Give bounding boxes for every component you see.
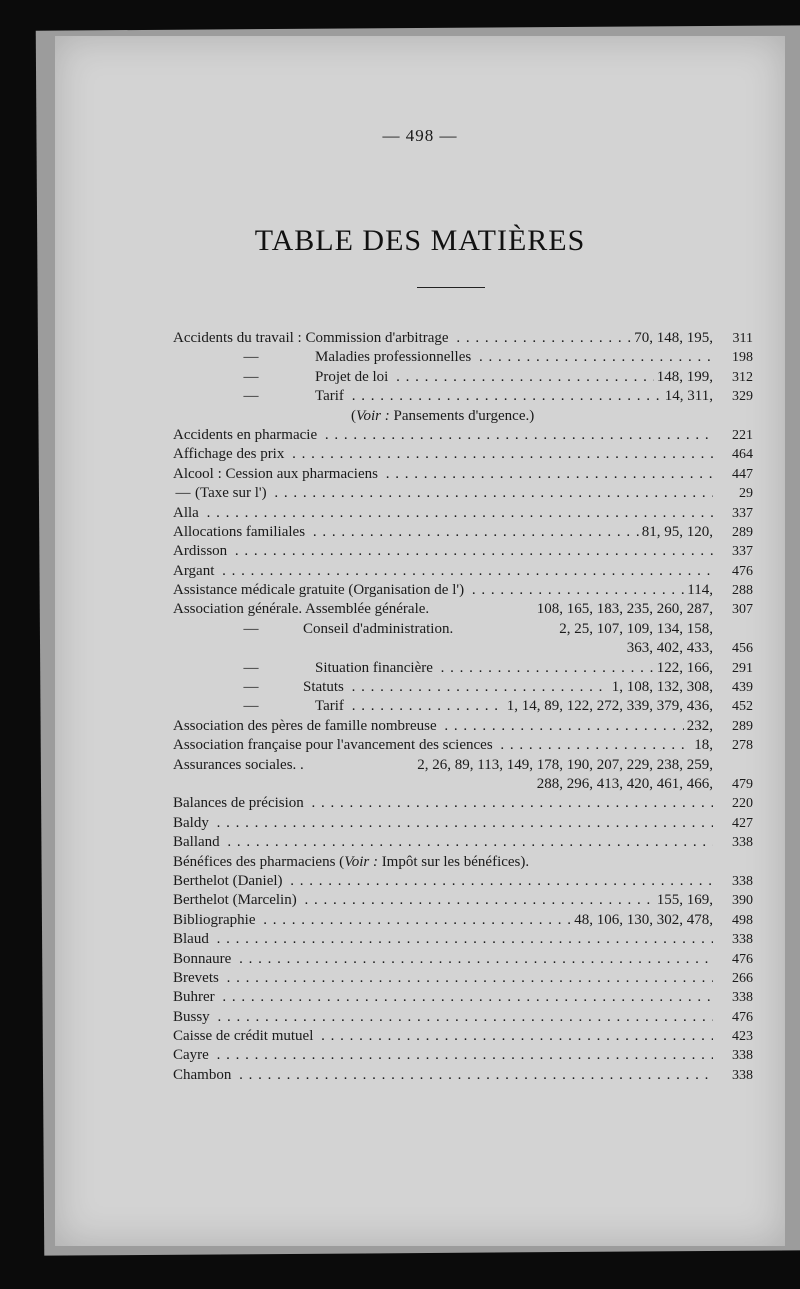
index-entry — [173, 853, 753, 872]
index-entry — [173, 814, 753, 833]
index-entry — [173, 1027, 753, 1046]
page-references: 148, 199, — [654, 368, 713, 387]
entry-label: Caisse de crédit mutuel — [173, 1028, 314, 1045]
final-page-number: 329 — [732, 389, 753, 405]
page-references: 48, 106, 130, 302, 478, — [571, 911, 713, 930]
ditto-dash: — — [175, 485, 191, 502]
index-entry — [173, 969, 753, 988]
final-page-number: 338 — [732, 932, 753, 948]
index-entry — [173, 1066, 753, 1085]
page-title: TABLE DES MATIÈRES — [254, 224, 586, 257]
final-page-number: 338 — [732, 1067, 753, 1083]
entry-label: Bussy — [173, 1008, 210, 1025]
index-entry — [173, 678, 753, 697]
entry-text — [173, 891, 713, 910]
final-page-number: 221 — [732, 427, 753, 443]
page-references: 1, 14, 89, 122, 272, 339, 379, 436, — [504, 697, 713, 716]
entry-text — [173, 872, 713, 891]
page-number: — 498 — — [382, 126, 458, 145]
entry-text — [173, 600, 713, 619]
entry-text — [173, 814, 713, 833]
index-entry — [173, 348, 753, 367]
final-page-number: 291 — [732, 660, 753, 676]
entry-text — [173, 465, 713, 484]
entry-text — [173, 484, 713, 503]
final-page-number: 338 — [732, 835, 753, 851]
entry-label: Accidents en pharmacie — [173, 426, 318, 443]
entry-text — [173, 581, 713, 600]
index-entry — [173, 891, 753, 910]
entry-text — [173, 853, 713, 872]
final-page-number: 307 — [732, 602, 753, 618]
index-entry — [173, 523, 753, 542]
index-entry — [173, 1046, 753, 1065]
entry-label: Blaud — [173, 931, 209, 948]
entry-label: Maladies professionnelles — [315, 349, 472, 366]
entry-text — [173, 562, 713, 581]
final-page-number: 338 — [732, 873, 753, 889]
entry-label: Allocations familiales — [173, 523, 306, 540]
index-entry — [173, 775, 753, 794]
ditto-dash: — — [243, 388, 259, 405]
page-references: 70, 148, 195, — [631, 329, 713, 348]
entry-text — [173, 911, 713, 930]
page-references: 81, 95, 120, — [639, 523, 713, 542]
final-page-number: 337 — [732, 544, 753, 560]
index-entry — [173, 445, 753, 464]
entry-label: Assistance médicale gratuite (Organisation de l') — [173, 582, 465, 599]
index-entry — [173, 756, 753, 775]
entry-text — [173, 523, 713, 542]
page-references: 2, 26, 89, 113, 149, 178, 190, 207, 229, 238, 259, — [414, 756, 713, 775]
see-also-label: Voir : — [344, 853, 378, 870]
page-references: 1, 108, 132, 308, — [609, 678, 713, 697]
entry-label: Association générale. Assemblée générale. — [173, 601, 430, 618]
index-entry — [173, 368, 753, 387]
entry-label: Alla — [173, 504, 199, 521]
entry-label: Affichage des prix — [173, 446, 285, 463]
see-also-target: Impôt sur les bénéfices). — [377, 853, 530, 870]
entry-label: Berthelot (Daniel) — [173, 872, 283, 889]
page-references: 114, — [684, 581, 713, 600]
ditto-dash: — — [243, 620, 259, 637]
index-entry — [173, 639, 753, 658]
final-page-number: 312 — [732, 369, 753, 385]
final-page-number: 338 — [732, 990, 753, 1006]
entry-text — [173, 756, 713, 775]
page-references: 288, 296, 413, 420, 461, 466, — [534, 775, 713, 794]
entry-label: Bénéfices des pharmaciens ( — [173, 853, 345, 870]
index-entry — [173, 329, 753, 348]
index-entry — [173, 465, 753, 484]
index-entry — [173, 930, 753, 949]
ditto-dash: — — [243, 659, 259, 676]
entry-text — [173, 1027, 713, 1046]
entry-label: Projet de loi — [315, 368, 389, 385]
entry-text — [173, 950, 713, 969]
entry-label: Cayre — [173, 1047, 209, 1064]
ditto-dash: — — [243, 368, 259, 385]
entry-text — [173, 504, 713, 523]
final-page-number: 311 — [732, 331, 753, 346]
final-page-number: 476 — [732, 563, 753, 579]
entry-text — [173, 969, 713, 988]
entry-label: Alcool : Cession aux pharmaciens — [173, 465, 378, 482]
entry-label: Brevets — [173, 969, 219, 986]
paren-open: ( — [351, 407, 356, 424]
index-entry — [173, 1008, 753, 1027]
final-page-number: 447 — [732, 466, 753, 482]
entry-label: Buhrer — [173, 989, 215, 1006]
final-page-number: 427 — [732, 815, 753, 831]
entry-text — [173, 697, 713, 716]
entry-label: Association française pour l'avancement des sciences — [173, 737, 493, 754]
entry-label: Situation financière — [315, 659, 433, 676]
entry-text — [173, 407, 713, 426]
final-page-number: 476 — [732, 1009, 753, 1025]
index-entry — [173, 697, 753, 716]
entry-label: Baldy — [173, 814, 209, 831]
entry-text — [173, 736, 713, 755]
title-divider — [417, 287, 485, 288]
index-entry — [173, 911, 753, 930]
page-references: 122, 166, — [654, 659, 713, 678]
entry-label: Conseil d'administration. — [303, 620, 454, 637]
page-references: 363, 402, 433, — [624, 639, 713, 658]
final-page-number: 476 — [732, 951, 753, 967]
index-entry — [173, 407, 753, 426]
final-page-number: 29 — [739, 486, 753, 502]
entry-text — [173, 717, 713, 736]
entry-label: Pansements d'urgence.) — [389, 407, 535, 424]
page-references: 155, 169, — [654, 891, 713, 910]
final-page-number: 423 — [732, 1029, 753, 1045]
page-references: 232, — [684, 717, 713, 736]
final-page-number: 338 — [732, 1048, 753, 1064]
final-page-number: 390 — [732, 893, 753, 909]
entry-label: Accidents du travail : Commission d'arbitrage — [173, 330, 449, 346]
index-entry — [173, 659, 753, 678]
entry-label: Assurances sociales. . — [173, 756, 304, 773]
entry-text — [173, 387, 713, 406]
entry-label: (Taxe sur l') — [195, 485, 267, 502]
entry-text — [173, 930, 713, 949]
entry-text — [173, 659, 713, 678]
entry-label: Bibliographie — [173, 911, 256, 928]
book-page — [55, 36, 785, 1246]
entry-label: Ardisson — [173, 543, 228, 560]
index-entry — [173, 620, 753, 639]
index-list — [173, 329, 753, 1085]
entry-label: Association des pères de famille nombreuse — [173, 717, 437, 734]
entry-text — [173, 1008, 713, 1027]
entry-text — [173, 348, 713, 367]
index-entry — [173, 484, 753, 503]
index-entry — [173, 600, 753, 619]
entry-label: Bonnaure — [173, 950, 232, 967]
see-also-label: Voir : — [356, 407, 390, 424]
index-entry — [173, 988, 753, 1007]
entry-text — [173, 833, 713, 852]
entry-label: Tarif — [315, 698, 344, 715]
page-references: 2, 25, 107, 109, 134, 158, — [556, 620, 713, 639]
entry-label: Argant — [173, 562, 215, 579]
final-page-number: 479 — [732, 776, 753, 792]
index-entry — [173, 833, 753, 852]
final-page-number: 456 — [732, 641, 753, 657]
entry-label: Balland — [173, 834, 220, 851]
final-page-number: 289 — [732, 718, 753, 734]
entry-label: Chambon — [173, 1066, 232, 1083]
index-entry — [173, 581, 753, 600]
entry-text — [173, 1066, 713, 1085]
entry-text — [173, 1046, 713, 1065]
entry-text — [173, 445, 713, 464]
ditto-dash: — — [243, 679, 259, 696]
index-entry — [173, 794, 753, 813]
index-entry — [173, 736, 753, 755]
entry-text — [173, 988, 713, 1007]
index-entry — [173, 562, 753, 581]
final-page-number: 288 — [732, 583, 753, 599]
index-entry — [173, 426, 753, 445]
final-page-number: 289 — [732, 524, 753, 540]
entry-text — [173, 678, 713, 697]
entry-text — [173, 775, 713, 794]
page-references: 108, 165, 183, 235, 260, 287, — [534, 600, 713, 619]
index-entry — [173, 504, 753, 523]
index-entry — [173, 387, 753, 406]
entry-label: Tarif — [315, 388, 344, 405]
entry-text — [173, 426, 713, 445]
index-entry — [173, 950, 753, 969]
index-entry — [173, 872, 753, 891]
entry-text — [173, 368, 713, 387]
entry-text — [173, 620, 713, 639]
entry-text — [173, 329, 713, 348]
ditto-dash: — — [243, 349, 259, 366]
entry-label: Berthelot (Marcelin) — [173, 892, 297, 909]
entry-text — [173, 542, 713, 561]
page-references: 14, 311, — [662, 387, 713, 406]
final-page-number: 220 — [732, 796, 753, 812]
final-page-number: 464 — [732, 447, 753, 463]
final-page-number: 452 — [732, 699, 753, 715]
ditto-dash: — — [243, 698, 259, 715]
final-page-number: 439 — [732, 680, 753, 696]
final-page-number: 278 — [732, 738, 753, 754]
entry-text — [173, 639, 713, 658]
page-references: 18, — [691, 736, 713, 755]
final-page-number: 498 — [732, 912, 753, 928]
index-entry — [173, 542, 753, 561]
entry-label: Statuts — [303, 679, 344, 696]
final-page-number: 337 — [732, 505, 753, 521]
index-entry — [173, 717, 753, 736]
entry-text — [173, 794, 713, 813]
final-page-number: 198 — [732, 350, 753, 366]
final-page-number: 266 — [732, 970, 753, 986]
entry-label: Balances de précision — [173, 795, 304, 812]
